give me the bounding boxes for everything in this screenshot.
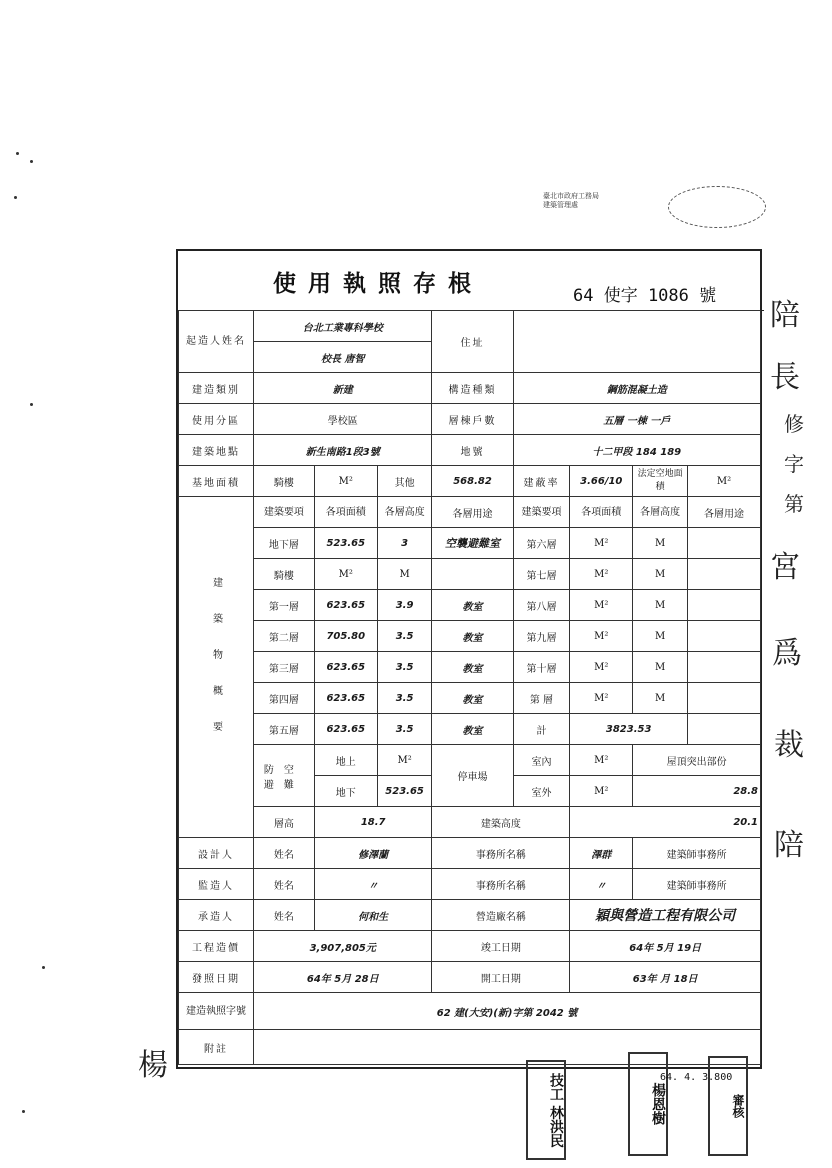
margin-char: 裁: [774, 728, 804, 763]
seal-technician: 技工 林洪民: [526, 1060, 566, 1160]
height-unit: M: [633, 652, 688, 683]
designer-office-suffix: 建築師事務所: [633, 838, 761, 869]
floor-area: 705.80: [314, 621, 377, 652]
floor-name: 第三層: [254, 652, 315, 683]
area-unit: M²: [570, 683, 633, 714]
parking-in-unit: M²: [570, 745, 633, 776]
roof-label: 屋頂突出部份: [633, 745, 761, 776]
floor-use: 教室: [432, 652, 513, 683]
floor-name: 第五層: [254, 714, 315, 745]
completion-label: 竣工日期: [432, 931, 570, 962]
margin-char: 陪: [774, 828, 804, 863]
designer-label: 設計人: [179, 838, 254, 869]
floor-area: 623.65: [314, 652, 377, 683]
permit-table: [178, 310, 761, 1065]
permit-number: 64 使字 1086 號: [573, 286, 717, 306]
floor-use-right: [687, 590, 760, 621]
left-margin-note: 楊: [138, 1048, 168, 1083]
seal-reviewer: 楊恩樹: [628, 1052, 668, 1156]
floor-name: 第一層: [254, 590, 315, 621]
parking-out-unit: M²: [570, 776, 633, 807]
height-unit: M: [633, 528, 688, 559]
floor-name-right: 第七層: [513, 559, 570, 590]
note-row: [179, 1030, 761, 1065]
lot-value: 十二甲段 184 189: [513, 435, 760, 466]
cost-value: 3,907,805元: [254, 931, 432, 962]
contractor-company-label: 營造廠名稱: [432, 900, 570, 931]
floor-name: 第四層: [254, 683, 315, 714]
applicant-value-1: 台北工業專科學校: [254, 311, 432, 342]
supervisor-name: 〃: [314, 869, 432, 900]
floors-value: 五層 一棟 一戶: [513, 404, 760, 435]
area-unit: M²: [570, 621, 633, 652]
floor-row: [179, 621, 761, 652]
speck: [16, 152, 19, 155]
floor-area: 623.65: [314, 590, 377, 621]
speck: [42, 966, 45, 969]
area-unit: M²: [570, 652, 633, 683]
margin-char: 陪: [770, 298, 800, 333]
building-type-label: 建造類別: [179, 373, 254, 404]
floor-use-right: [687, 621, 760, 652]
floor-use-right: [687, 528, 760, 559]
arcade-unit: M²: [314, 466, 377, 497]
applicant-value-2: 校長 唐智: [254, 342, 432, 373]
seal-approval: 審核: [708, 1056, 748, 1156]
floor-use: 教室: [432, 714, 513, 745]
cost-label: 工程造價: [179, 931, 254, 962]
supervisor-office-label: 事務所名稱: [432, 869, 570, 900]
permit-stub-form: [176, 249, 762, 1069]
floor-use: [432, 559, 513, 590]
designated-unit: M²: [687, 466, 760, 497]
shelter-row-1: [179, 745, 761, 776]
stamp-line2: 建築管理處: [543, 201, 578, 209]
margin-char: 長: [770, 360, 800, 395]
floor-name: 騎樓: [254, 559, 315, 590]
contractor-name-label: 姓名: [254, 900, 315, 931]
note-label: 附註: [179, 1030, 254, 1065]
contractor-label: 承造人: [179, 900, 254, 931]
height-row: [179, 807, 761, 838]
floors-label: 層棟戶數: [432, 404, 513, 435]
floor-row: [179, 559, 761, 590]
form-title-bar: [178, 251, 764, 311]
contractor-row: [179, 900, 761, 931]
floor-height: 3.5: [377, 621, 432, 652]
coverage-label: 建蔽率: [513, 466, 570, 497]
floor-name: 地下層: [254, 528, 315, 559]
address-label: 住址: [432, 311, 513, 373]
floor-row: [179, 652, 761, 683]
other-value: 568.82: [432, 466, 513, 497]
permit-ref-value: 62 建(大安)(新)字第 2042 號: [254, 993, 761, 1030]
bldg-height-label: 建築高度: [432, 807, 570, 838]
parking-label: 停車場: [432, 745, 513, 807]
type-row: [179, 373, 761, 404]
zone-value: 學校區: [254, 404, 432, 435]
permit-ref-row: [179, 993, 761, 1030]
supervisor-office-suffix: 建築師事務所: [633, 869, 761, 900]
total-label: 計: [513, 714, 570, 745]
floor-name-right: 第 層: [513, 683, 570, 714]
supervisor-label: 監造人: [179, 869, 254, 900]
cost-row: [179, 931, 761, 962]
floor-height-value: 18.7: [314, 807, 432, 838]
area-unit: M²: [570, 590, 633, 621]
site-value: 新生南路1段3號: [254, 435, 432, 466]
area-unit: M²: [570, 559, 633, 590]
date-stamp: 64. 4. 3.800: [660, 1072, 733, 1083]
margin-char: 爲: [772, 636, 802, 671]
floor-name-right: 第十層: [513, 652, 570, 683]
arcade-label: 騎樓: [254, 466, 315, 497]
issue-label: 發照日期: [179, 962, 254, 993]
site-row: [179, 435, 761, 466]
contractor-name: 何和生: [314, 900, 432, 931]
other-label: 其他: [377, 466, 432, 497]
floor-name-right: 第六層: [513, 528, 570, 559]
floor-height: 3.9: [377, 590, 432, 621]
issue-row: [179, 962, 761, 993]
area-unit: M²: [570, 528, 633, 559]
height-unit: M: [633, 683, 688, 714]
col-use-right: 各層用途: [687, 497, 760, 528]
col-area: 各項面積: [314, 497, 377, 528]
zone-row: [179, 404, 761, 435]
floor-use-right: [687, 652, 760, 683]
lot-label: 地號: [432, 435, 513, 466]
floor-name-right: 第九層: [513, 621, 570, 652]
floor-area: 623.65: [314, 714, 377, 745]
margin-char: 宮: [770, 550, 800, 585]
col-area-right: 各項面積: [570, 497, 633, 528]
floor-use: 教室: [432, 621, 513, 652]
floor-height: 3.5: [377, 683, 432, 714]
floor-name: 第二層: [254, 621, 315, 652]
form-title: 使用執照存根: [273, 270, 483, 297]
building-summary-label: 建築物概要: [179, 497, 254, 838]
floor-height-label: 層高: [254, 807, 315, 838]
shelter-label: 防空避難: [254, 745, 315, 807]
designer-name: 修澤蘭: [314, 838, 432, 869]
supervisor-office: 〃: [570, 869, 633, 900]
parking-out: 室外: [513, 776, 570, 807]
total-value: 3823.53: [570, 714, 688, 745]
supervisor-name-label: 姓名: [254, 869, 315, 900]
height-unit: M: [633, 559, 688, 590]
permit-ref-label: 建造執照字號: [179, 993, 254, 1030]
site-label: 建築地點: [179, 435, 254, 466]
col-item-right: 建築要項: [513, 497, 570, 528]
start-value: 63年 月 18日: [570, 962, 761, 993]
roof-value: 28.8: [633, 776, 761, 807]
col-item: 建築要項: [254, 497, 315, 528]
shelter-below: 地下: [314, 776, 377, 807]
building-header-row: [179, 497, 761, 528]
height-unit: M: [633, 590, 688, 621]
note-value: [254, 1030, 761, 1065]
supervisor-row: [179, 869, 761, 900]
structure-label: 構造種類: [432, 373, 513, 404]
speck: [14, 196, 17, 199]
floor-use-right: [687, 683, 760, 714]
floor-row: [179, 683, 761, 714]
floor-use: 教室: [432, 683, 513, 714]
top-office-stamp: [543, 192, 599, 210]
completion-value: 64年 5月 19日: [570, 931, 761, 962]
designer-office-label: 事務所名稱: [432, 838, 570, 869]
structure-value: 鋼筋混凝土造: [513, 373, 760, 404]
round-stamp: [668, 186, 766, 228]
contractor-company: 穎與營造工程有限公司: [570, 900, 761, 931]
floor-area: 523.65: [314, 528, 377, 559]
start-label: 開工日期: [432, 962, 570, 993]
designated-label: 法定空地面積: [633, 466, 688, 497]
shelter-above-unit: M²: [377, 745, 432, 776]
floor-height: 3: [377, 528, 432, 559]
issue-value: 64年 5月 28日: [254, 962, 432, 993]
zone-label: 使用分區: [179, 404, 254, 435]
bldg-height-value: 20.1: [570, 807, 761, 838]
parking-in: 室內: [513, 745, 570, 776]
shelter-above: 地上: [314, 745, 377, 776]
floor-use: 空襲避難室: [432, 528, 513, 559]
col-height-right: 各層高度: [633, 497, 688, 528]
floor-use: 教室: [432, 590, 513, 621]
margin-char: 修: [784, 412, 804, 436]
floor-row: [179, 528, 761, 559]
floor-name-right: 第八層: [513, 590, 570, 621]
address-value: [513, 311, 760, 373]
base-area-row: [179, 466, 761, 497]
floor-area: 623.65: [314, 683, 377, 714]
floor-height: 3.5: [377, 652, 432, 683]
floor-height: 3.5: [377, 714, 432, 745]
margin-char: 第: [784, 492, 804, 516]
floor-row: [179, 590, 761, 621]
speck: [30, 160, 33, 163]
speck: [30, 403, 33, 406]
col-height: 各層高度: [377, 497, 432, 528]
coverage-value: 3.66/10: [570, 466, 633, 497]
applicant-row-1: [179, 311, 761, 342]
area-unit: M²: [314, 559, 377, 590]
designer-row: [179, 838, 761, 869]
total-blank: [687, 714, 760, 745]
floor-row: [179, 714, 761, 745]
col-use: 各層用途: [432, 497, 513, 528]
height-unit: M: [633, 621, 688, 652]
designer-office: 澤群: [570, 838, 633, 869]
building-type-value: 新建: [254, 373, 432, 404]
height-unit: M: [377, 559, 432, 590]
margin-char: 字: [784, 452, 804, 476]
speck: [22, 1110, 25, 1113]
base-area-label: 基地面積: [179, 466, 254, 497]
stamp-line1: 臺北市政府工務局: [543, 192, 599, 200]
designer-name-label: 姓名: [254, 838, 315, 869]
applicant-label: 起造人姓名: [179, 311, 254, 373]
shelter-below-value: 523.65: [377, 776, 432, 807]
floor-use-right: [687, 559, 760, 590]
